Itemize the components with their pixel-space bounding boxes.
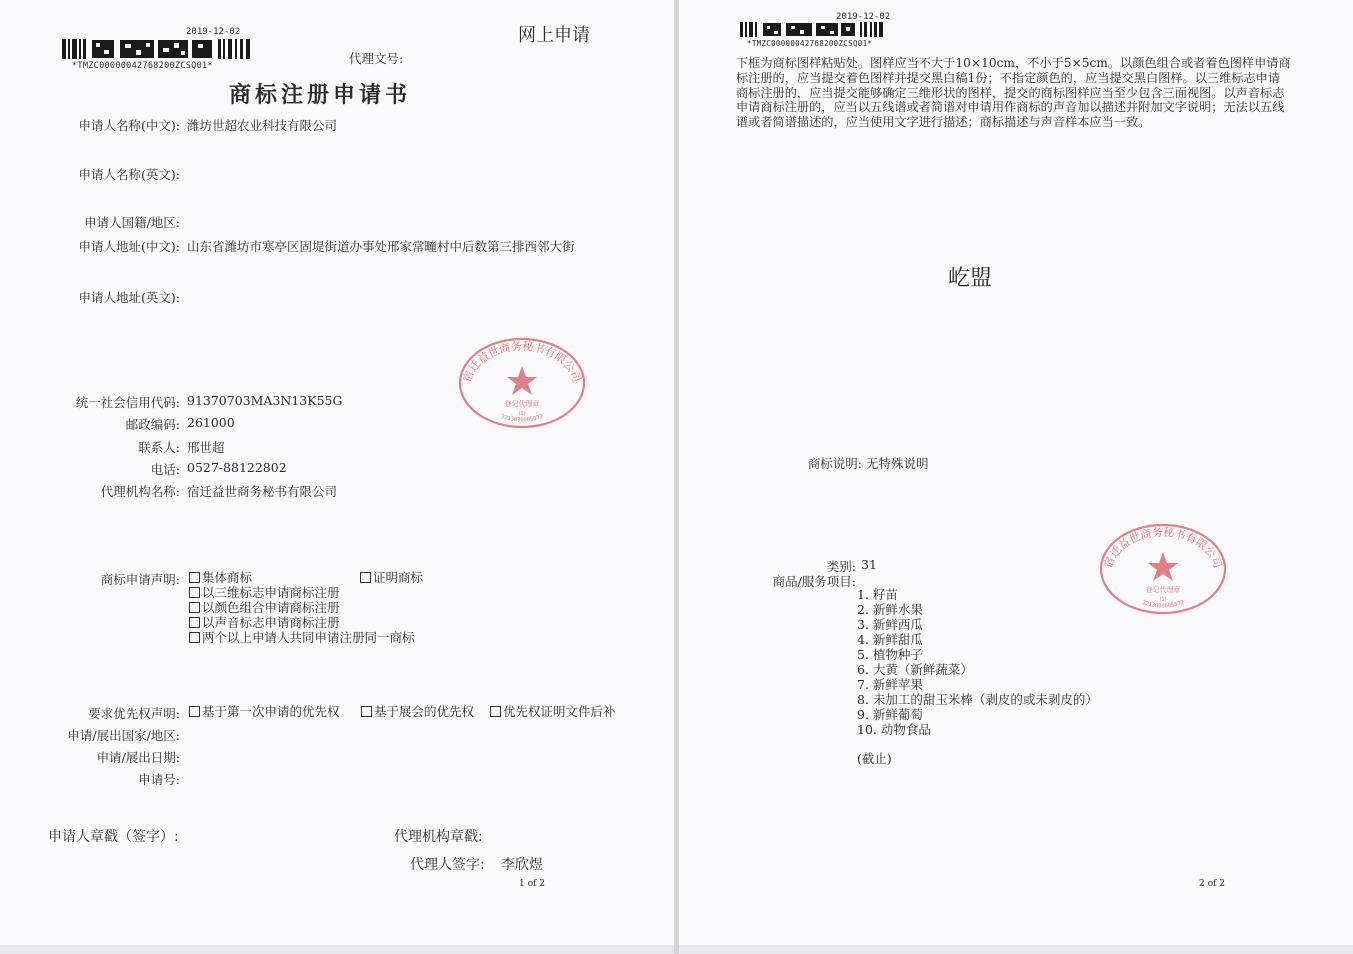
agent-signature: 李欣煜 bbox=[501, 857, 543, 873]
list-item: 1. 籽苗 bbox=[857, 587, 898, 602]
list-item: 5. 植物种子 bbox=[857, 647, 923, 662]
declaration-label: 商标申请声明: bbox=[100, 572, 180, 587]
priority-label: 要求优先权声明: bbox=[88, 706, 180, 721]
applicant-address-en-label: 申请人地址(英文): bbox=[78, 290, 180, 305]
applicant-name-cn: 潍坊世超农业科技有限公司 bbox=[187, 118, 338, 133]
class-label: 类别: bbox=[826, 559, 856, 574]
page1-date: 2019-12-02 bbox=[186, 27, 241, 37]
checkbox-icon bbox=[189, 706, 200, 717]
svg-text:(1): (1) bbox=[1159, 597, 1167, 603]
applicant-address-cn: 山东省潍坊市寒亭区固堤街道办事处邢家常疃村中后数第三排西邻大街 bbox=[187, 239, 575, 254]
priority-date-label: 申请/展出日期: bbox=[96, 750, 180, 765]
option-exhibition-priority[interactable]: 基于展会的优先权 bbox=[361, 704, 474, 719]
page1-number: 1 of 2 bbox=[519, 879, 545, 889]
option-first-filing-priority[interactable]: 基于第一次申请的优先权 bbox=[189, 704, 340, 719]
svg-text:3213000005872: 3213000005872 bbox=[500, 413, 544, 424]
goods-list bbox=[857, 587, 1098, 766]
checkbox-icon bbox=[189, 587, 200, 598]
page2-date: 2019-12-02 bbox=[836, 12, 891, 22]
agency-seal-label: 代理机构章戳: bbox=[394, 829, 483, 845]
agent-ref-label: 代理文号: bbox=[349, 51, 404, 66]
priority-app-number-label: 申请号: bbox=[138, 772, 180, 787]
list-item: 3. 新鲜西瓜 bbox=[857, 617, 923, 632]
class-value: 31 bbox=[861, 557, 877, 572]
goods-label: 商品/服务项目: bbox=[772, 574, 856, 589]
contact-label: 联系人: bbox=[138, 440, 180, 455]
priority-country-label: 申请/展出国家/地区: bbox=[67, 728, 180, 743]
page-2 bbox=[679, 0, 1353, 945]
svg-text:登记代理章: 登记代理章 bbox=[504, 400, 540, 408]
checkbox-icon bbox=[189, 602, 200, 613]
list-item: 7. 新鲜苹果 bbox=[857, 677, 923, 692]
svg-text:3213000005872: 3213000005872 bbox=[1141, 599, 1185, 610]
option-color-mark[interactable]: 以颜色组合申请商标注册 bbox=[189, 600, 340, 615]
list-item: 10. 动物食品 bbox=[857, 722, 931, 737]
agency-name: 宿迁益世商务秘书有限公司 bbox=[187, 484, 338, 499]
page2-barcode-text: *TMZC00000042768200ZCSQ01* bbox=[747, 39, 873, 48]
credit-code: 91370703MA3N13K55G bbox=[187, 393, 343, 408]
list-item: 8. 未加工的甜玉米棒（剥皮的或未剥皮的） bbox=[857, 692, 1098, 707]
online-application-tag: 网上申请 bbox=[518, 25, 590, 46]
contact: 邢世超 bbox=[187, 440, 225, 455]
svg-text:宿迁益世商务秘书有限公司: 宿迁益世商务秘书有限公司 bbox=[460, 339, 584, 385]
list-item: 6. 大黄（新鲜蔬菜） bbox=[857, 662, 973, 677]
applicant-nationality-label: 申请人国籍/地区: bbox=[84, 215, 180, 230]
phone: 0527-88122802 bbox=[187, 460, 287, 475]
page2-number: 2 of 2 bbox=[1199, 879, 1225, 889]
mark-description-label: 商标说明: bbox=[807, 456, 862, 471]
option-certification-mark[interactable]: 证明商标 bbox=[360, 570, 423, 585]
agency-seal-stamp bbox=[1097, 522, 1229, 616]
specimen-notice: 下框为商标图样粘贴处。图样应当不大于10×10cm，不小于5×5cm。以颜色组合或者着色图样申请商标注册的，应当提交着色图样并提交黑白稿1份；不指定颜色的，应当提交黑白图样。以三维标志申请商标注册的，应当提交能够确定三维形状的图样，提交的商标图样应当至少包含三面视图。以声音标志申请商标注册的，应当以五线谱或者简谱对申请用作商标的声音加以描述并附加文字说明；无法以五线谱或者简谱描述的，应当使用文字进行描述；商标描述与声音样本应当一致。 bbox=[736, 56, 1291, 130]
checkbox-icon bbox=[189, 617, 200, 628]
barcode-icon bbox=[62, 38, 252, 60]
checkbox-icon bbox=[189, 632, 200, 643]
option-3d-mark[interactable]: 以三维标志申请商标注册 bbox=[189, 585, 340, 600]
list-item: 4. 新鲜甜瓜 bbox=[857, 632, 923, 647]
list-item: 9. 新鲜葡萄 bbox=[857, 707, 923, 722]
credit-code-label: 统一社会信用代码: bbox=[75, 395, 180, 410]
mark-description: 无特殊说明 bbox=[866, 456, 929, 471]
checkbox-icon bbox=[189, 572, 200, 583]
option-collective-mark[interactable]: 集体商标 bbox=[189, 570, 252, 585]
applicant-name-cn-label: 申请人名称(中文): bbox=[78, 118, 180, 133]
svg-text:(1): (1) bbox=[518, 411, 526, 417]
agency-seal-stamp bbox=[456, 336, 588, 430]
applicant-address-cn-label: 申请人地址(中文): bbox=[78, 239, 180, 254]
barcode-icon bbox=[740, 21, 884, 38]
checkbox-icon bbox=[360, 572, 371, 583]
checkbox-icon bbox=[490, 706, 501, 717]
checkbox-icon bbox=[361, 706, 372, 717]
agent-signature-label: 代理人签字: bbox=[410, 857, 485, 873]
svg-text:宿迁益世商务秘书有限公司: 宿迁益世商务秘书有限公司 bbox=[1101, 525, 1225, 571]
list-item: 2. 新鲜水果 bbox=[857, 602, 923, 617]
goods-end-note: (截止) bbox=[857, 751, 892, 766]
option-sound-mark[interactable]: 以声音标志申请商标注册 bbox=[189, 615, 340, 630]
applicant-name-en-label: 申请人名称(英文): bbox=[78, 167, 180, 182]
phone-label: 电话: bbox=[150, 462, 180, 477]
applicant-seal-label: 申请人章戳（签字）: bbox=[48, 829, 179, 845]
page-title: 商标注册申请书 bbox=[229, 83, 412, 108]
page-1 bbox=[0, 0, 674, 945]
option-priority-docs-later[interactable]: 优先权证明文件后补 bbox=[490, 704, 616, 719]
agency-name-label: 代理机构名称: bbox=[100, 484, 180, 499]
postal-code-label: 邮政编码: bbox=[125, 417, 180, 432]
svg-text:登记代理章: 登记代理章 bbox=[1145, 586, 1181, 594]
trademark-specimen: 屹盟 bbox=[948, 266, 993, 291]
postal-code: 261000 bbox=[187, 415, 235, 430]
option-joint-applicants[interactable]: 两个以上申请人共同申请注册同一商标 bbox=[189, 630, 415, 645]
page1-barcode-text: *TMZC00000042768200ZCSQ01* bbox=[72, 61, 213, 71]
